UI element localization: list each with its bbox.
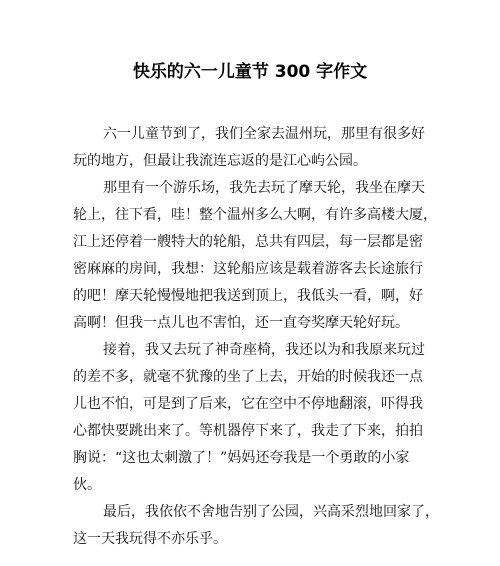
text-line: 密麻麻的房间，我想：这轮船应该是载着游客去长途旅行 (73, 261, 423, 277)
text-line: 六一儿童节到了，我们全家去温州玩，那里有很多好 (103, 126, 425, 142)
text-line: 高啊！但我一点儿也不害怕，还一直夸奖摩天轮好玩。 (73, 315, 409, 331)
text-line: 的差不多，就毫不犹豫的坐了上去，开始的时候我还一点 (73, 369, 423, 385)
text-line: 玩的地方，但最让我流连忘返的是江心屿公园。 (73, 153, 367, 169)
paragraph-4 (73, 499, 439, 553)
paragraph-3 (73, 337, 433, 499)
text-line: 胸说：“这也太刺激了！”妈妈还夸我是一个勇敢的小家 (73, 450, 410, 466)
text-line: 轮上，往下看，哇！整个温州多么大啊，有许多高楼大厦， (73, 207, 437, 223)
text-line: 伙。 (73, 477, 101, 493)
paragraph-2 (73, 175, 437, 337)
paragraph-1 (73, 121, 433, 175)
text-line: 最后，我依依不舍地告别了公园，兴高采烈地回家了， (103, 504, 439, 520)
article-body (73, 121, 439, 553)
text-line: 江上还停着一艘特大的轮船，总共有四层，每一层都是密 (73, 234, 423, 250)
page-title: 快乐的六一儿童节 300 字作文 (132, 62, 368, 82)
text-line: 这一天我玩得不亦乐乎。 (73, 531, 227, 547)
text-line: 的吧！摩天轮慢慢地把我送到顶上，我低头一看，啊，好 (73, 288, 423, 304)
text-line: 儿也不怕，可是到了后来，它在空中不停地翻滚，吓得我 (73, 396, 423, 412)
text-line: 那里有一个游乐场，我先去玩了摩天轮，我坐在摩天 (103, 180, 425, 196)
text-line: 接着，我又去玩了神奇座椅，我还以为和我原来玩过 (103, 342, 425, 358)
text-line: 心都快要跳出来了。等机器停下来了，我走了下来，拍拍 (73, 423, 423, 439)
